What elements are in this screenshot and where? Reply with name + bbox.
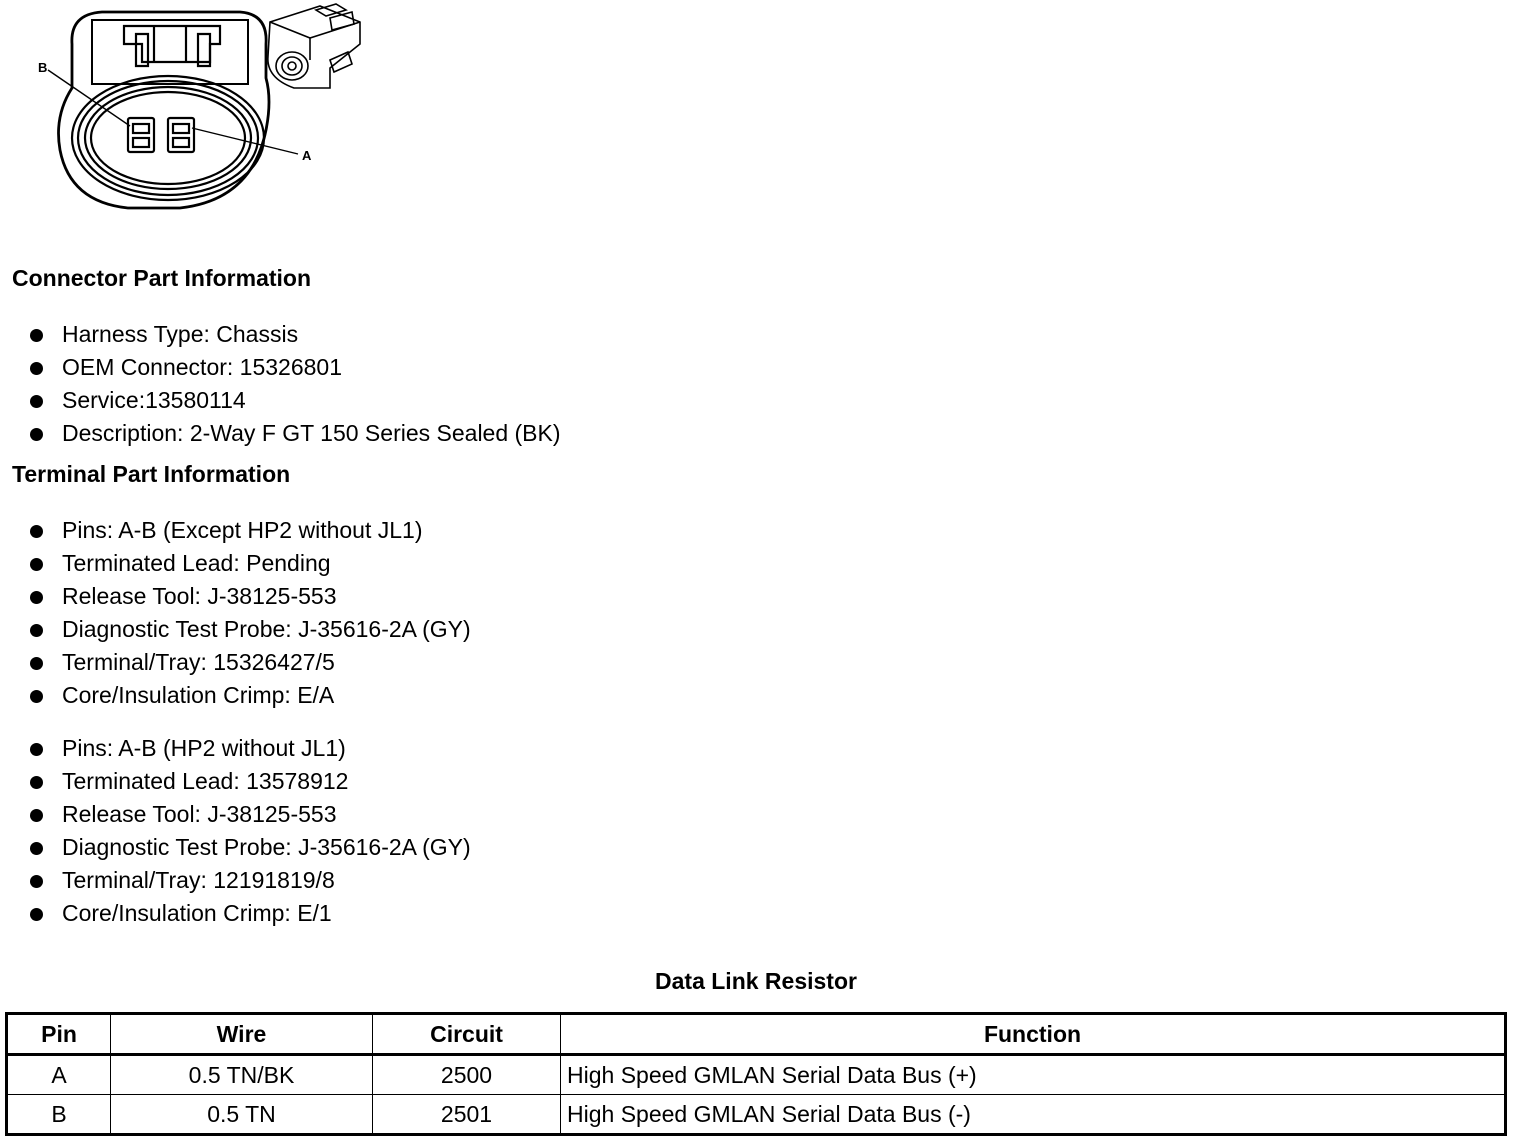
- column-header-function: Function: [561, 1014, 1506, 1055]
- cell-circuit: 2501: [373, 1095, 561, 1135]
- bullet-icon: [30, 842, 43, 855]
- bullet-icon: [30, 875, 43, 888]
- callout-b: B: [38, 60, 48, 75]
- column-header-circuit: Circuit: [373, 1014, 561, 1055]
- bullet-icon: [30, 395, 43, 408]
- cell-function: High Speed GMLAN Serial Data Bus (-): [561, 1095, 1506, 1135]
- cell-pin: B: [7, 1095, 111, 1135]
- bullet-icon: [30, 743, 43, 756]
- column-header-wire: Wire: [111, 1014, 373, 1055]
- cell-wire: 0.5 TN/BK: [111, 1055, 373, 1095]
- bullet-icon: [30, 525, 43, 538]
- table-title: Data Link Resistor: [655, 968, 857, 994]
- bullet-icon: [30, 908, 43, 921]
- connector-diagram: [30, 0, 370, 220]
- connector-3d-icon: [268, 4, 360, 88]
- bullet-icon: [30, 657, 43, 670]
- table-header-row: [7, 1014, 1506, 1055]
- connector-info-heading: Connector Part Information: [12, 265, 312, 291]
- bullet-icon: [30, 558, 43, 571]
- cell-circuit: 2500: [373, 1055, 561, 1095]
- cell-function: High Speed GMLAN Serial Data Bus (+): [561, 1055, 1506, 1095]
- cell-pin: A: [7, 1055, 111, 1095]
- bullet-icon: [30, 690, 43, 703]
- cell-wire: 0.5 TN: [111, 1095, 373, 1135]
- table-row: [7, 1055, 1506, 1095]
- column-header-pin: Pin: [7, 1014, 111, 1055]
- terminal-info-heading: Terminal Part Information: [12, 461, 291, 487]
- bullet-icon: [30, 776, 43, 789]
- bullet-icon: [30, 624, 43, 637]
- bullet-icon: [30, 362, 43, 375]
- bullet-icon: [30, 591, 43, 604]
- pinout-table: [5, 1012, 1507, 1136]
- table-row: [7, 1095, 1506, 1135]
- bullet-icon: [30, 809, 43, 822]
- callout-a: A: [302, 148, 312, 163]
- bullet-icon: [30, 428, 43, 441]
- bullet-icon: [30, 329, 43, 342]
